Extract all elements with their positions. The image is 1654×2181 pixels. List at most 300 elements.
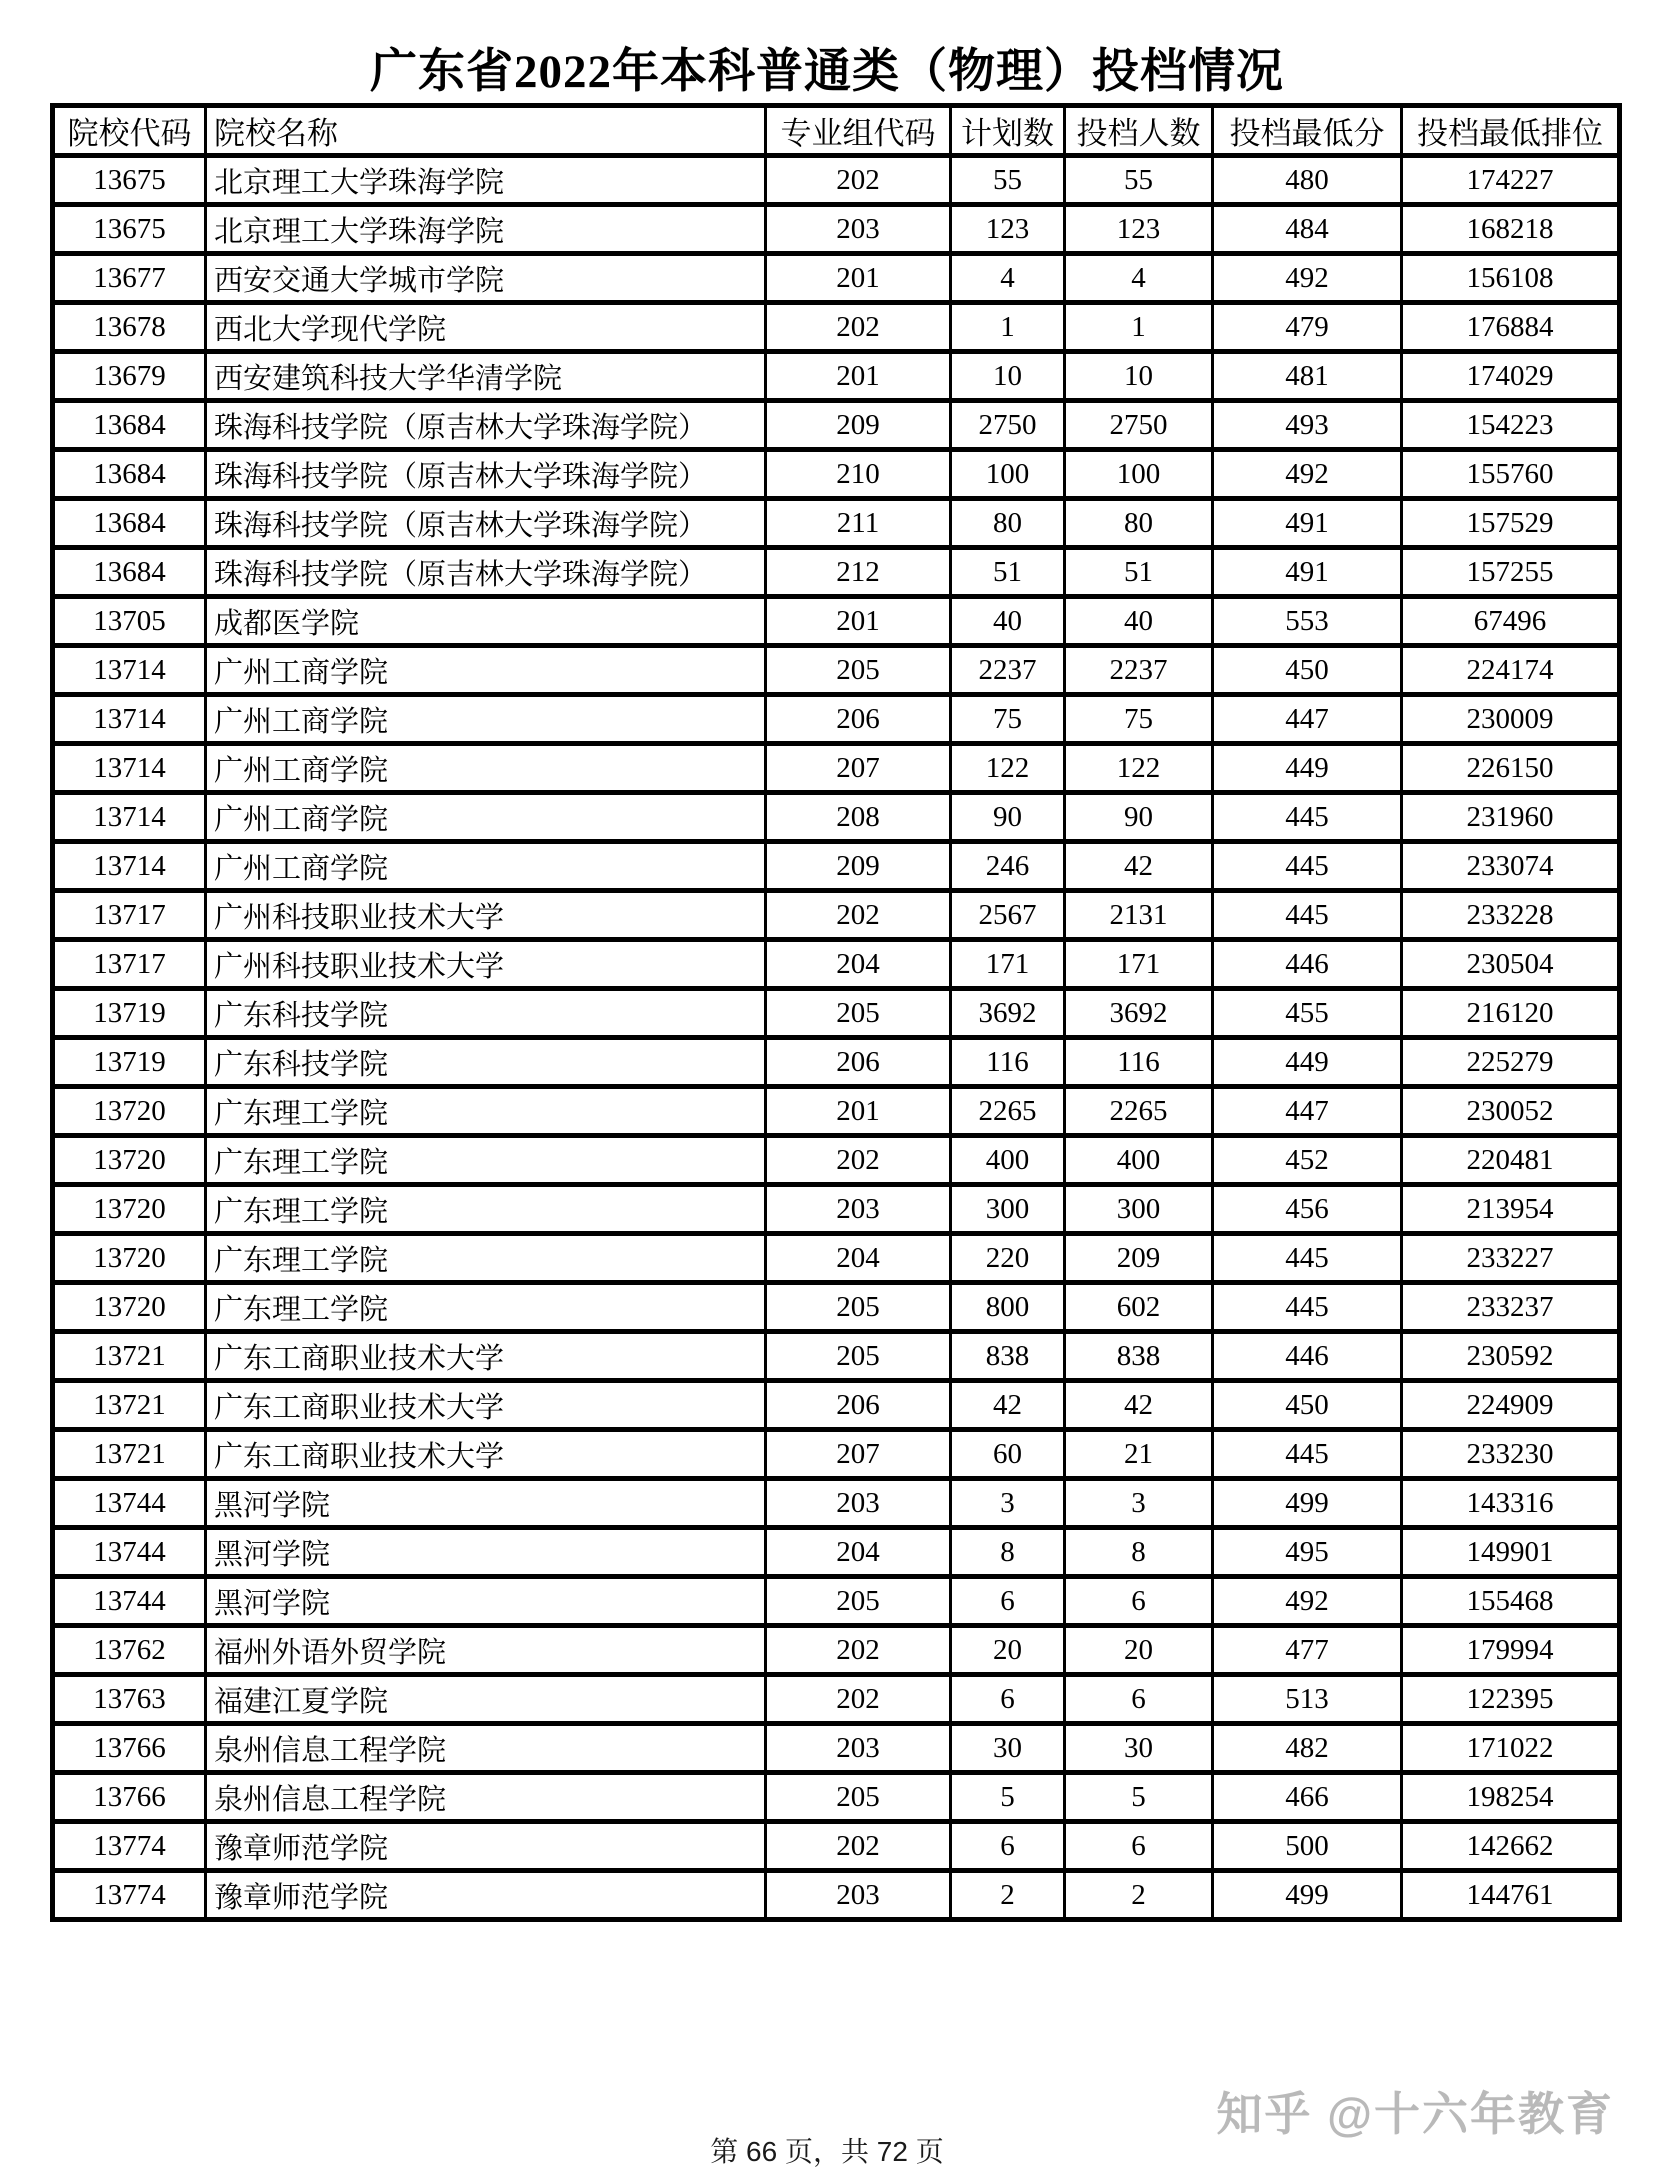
cell-major-group-code: 203 xyxy=(766,1479,951,1528)
cell-min-rank: 174227 xyxy=(1402,156,1620,205)
cell-major-group-code: 209 xyxy=(766,842,951,891)
cell-school-name: 广东工商职业技术大学 xyxy=(206,1332,766,1381)
cell-major-group-code: 203 xyxy=(766,1724,951,1773)
cell-min-score: 499 xyxy=(1213,1479,1402,1528)
cell-school-name: 黑河学院 xyxy=(206,1479,766,1528)
cell-plan-count: 30 xyxy=(951,1724,1065,1773)
cell-plan-count: 80 xyxy=(951,499,1065,548)
table-row xyxy=(53,1773,1620,1822)
cell-min-rank: 168218 xyxy=(1402,205,1620,254)
cell-min-score: 447 xyxy=(1213,1087,1402,1136)
cell-school-code: 13766 xyxy=(53,1724,206,1773)
cell-plan-count: 4 xyxy=(951,254,1065,303)
cell-school-code: 13677 xyxy=(53,254,206,303)
cell-min-score: 513 xyxy=(1213,1675,1402,1724)
cell-major-group-code: 205 xyxy=(766,1332,951,1381)
cell-min-score: 477 xyxy=(1213,1626,1402,1675)
cell-school-name: 黑河学院 xyxy=(206,1577,766,1626)
cell-school-name: 泉州信息工程学院 xyxy=(206,1773,766,1822)
cell-min-score: 553 xyxy=(1213,597,1402,646)
cell-filed-count: 2131 xyxy=(1065,891,1213,940)
cell-major-group-code: 207 xyxy=(766,1430,951,1479)
cell-min-rank: 225279 xyxy=(1402,1038,1620,1087)
cell-filed-count: 40 xyxy=(1065,597,1213,646)
cell-plan-count: 300 xyxy=(951,1185,1065,1234)
cell-min-score: 481 xyxy=(1213,352,1402,401)
cell-school-code: 13744 xyxy=(53,1577,206,1626)
cell-filed-count: 6 xyxy=(1065,1675,1213,1724)
cell-school-name: 西安建筑科技大学华清学院 xyxy=(206,352,766,401)
cell-filed-count: 3 xyxy=(1065,1479,1213,1528)
cell-school-name: 珠海科技学院（原吉林大学珠海学院） xyxy=(206,450,766,499)
cell-min-rank: 224909 xyxy=(1402,1381,1620,1430)
cell-filed-count: 123 xyxy=(1065,205,1213,254)
cell-min-rank: 230052 xyxy=(1402,1087,1620,1136)
cell-min-rank: 216120 xyxy=(1402,989,1620,1038)
cell-plan-count: 800 xyxy=(951,1283,1065,1332)
cell-min-rank: 230504 xyxy=(1402,940,1620,989)
cell-min-score: 445 xyxy=(1213,891,1402,940)
cell-min-score: 479 xyxy=(1213,303,1402,352)
cell-min-rank: 233074 xyxy=(1402,842,1620,891)
cell-min-rank: 226150 xyxy=(1402,744,1620,793)
cell-school-name: 珠海科技学院（原吉林大学珠海学院） xyxy=(206,548,766,597)
table-row xyxy=(53,1577,1620,1626)
cell-filed-count: 8 xyxy=(1065,1528,1213,1577)
cell-school-code: 13762 xyxy=(53,1626,206,1675)
cell-major-group-code: 203 xyxy=(766,1871,951,1920)
cell-school-code: 13721 xyxy=(53,1381,206,1430)
cell-school-code: 13721 xyxy=(53,1430,206,1479)
table-row xyxy=(53,1871,1620,1920)
cell-min-rank: 233227 xyxy=(1402,1234,1620,1283)
cell-min-score: 500 xyxy=(1213,1822,1402,1871)
cell-filed-count: 90 xyxy=(1065,793,1213,842)
table-row xyxy=(53,401,1620,450)
cell-filed-count: 51 xyxy=(1065,548,1213,597)
column-header-min-score: 投档最低分 xyxy=(1213,106,1402,156)
table-header-row xyxy=(53,106,1620,156)
cell-min-score: 482 xyxy=(1213,1724,1402,1773)
cell-min-rank: 233230 xyxy=(1402,1430,1620,1479)
cell-school-name: 广东工商职业技术大学 xyxy=(206,1381,766,1430)
cell-school-code: 13744 xyxy=(53,1479,206,1528)
cell-plan-count: 246 xyxy=(951,842,1065,891)
page-title: 广东省2022年本科普通类（物理）投档情况 xyxy=(370,46,1284,98)
table-row xyxy=(53,254,1620,303)
cell-major-group-code: 201 xyxy=(766,254,951,303)
cell-school-name: 豫章师范学院 xyxy=(206,1822,766,1871)
cell-filed-count: 42 xyxy=(1065,1381,1213,1430)
cell-min-score: 450 xyxy=(1213,646,1402,695)
cell-min-score: 449 xyxy=(1213,1038,1402,1087)
cell-school-code: 13717 xyxy=(53,891,206,940)
cell-plan-count: 122 xyxy=(951,744,1065,793)
table-row xyxy=(53,1038,1620,1087)
cell-school-code: 13684 xyxy=(53,499,206,548)
cell-min-rank: 224174 xyxy=(1402,646,1620,695)
cell-filed-count: 42 xyxy=(1065,842,1213,891)
table-row xyxy=(53,989,1620,1038)
table-row xyxy=(53,793,1620,842)
cell-min-rank: 174029 xyxy=(1402,352,1620,401)
cell-min-score: 480 xyxy=(1213,156,1402,205)
cell-school-code: 13721 xyxy=(53,1332,206,1381)
cell-school-name: 广州工商学院 xyxy=(206,646,766,695)
cell-plan-count: 116 xyxy=(951,1038,1065,1087)
cell-major-group-code: 201 xyxy=(766,1087,951,1136)
cell-major-group-code: 210 xyxy=(766,450,951,499)
cell-major-group-code: 202 xyxy=(766,891,951,940)
cell-major-group-code: 201 xyxy=(766,597,951,646)
cell-filed-count: 6 xyxy=(1065,1822,1213,1871)
cell-school-name: 广东工商职业技术大学 xyxy=(206,1430,766,1479)
admission-table xyxy=(50,103,1622,1922)
cell-school-code: 13719 xyxy=(53,989,206,1038)
cell-plan-count: 100 xyxy=(951,450,1065,499)
cell-min-rank: 122395 xyxy=(1402,1675,1620,1724)
cell-plan-count: 90 xyxy=(951,793,1065,842)
cell-major-group-code: 205 xyxy=(766,646,951,695)
table-row xyxy=(53,1822,1620,1871)
cell-school-code: 13714 xyxy=(53,695,206,744)
table-row xyxy=(53,352,1620,401)
cell-min-rank: 156108 xyxy=(1402,254,1620,303)
cell-school-code: 13675 xyxy=(53,205,206,254)
cell-school-name: 泉州信息工程学院 xyxy=(206,1724,766,1773)
table-row xyxy=(53,1136,1620,1185)
cell-plan-count: 2237 xyxy=(951,646,1065,695)
cell-school-name: 豫章师范学院 xyxy=(206,1871,766,1920)
cell-min-score: 445 xyxy=(1213,793,1402,842)
cell-filed-count: 10 xyxy=(1065,352,1213,401)
cell-filed-count: 1 xyxy=(1065,303,1213,352)
cell-school-name: 广东科技学院 xyxy=(206,989,766,1038)
cell-plan-count: 6 xyxy=(951,1577,1065,1626)
cell-plan-count: 6 xyxy=(951,1822,1065,1871)
cell-major-group-code: 205 xyxy=(766,1773,951,1822)
table-row xyxy=(53,156,1620,205)
cell-school-code: 13763 xyxy=(53,1675,206,1724)
cell-filed-count: 21 xyxy=(1065,1430,1213,1479)
cell-min-rank: 179994 xyxy=(1402,1626,1620,1675)
cell-major-group-code: 202 xyxy=(766,1626,951,1675)
table-row xyxy=(53,499,1620,548)
column-header-school-code: 院校代码 xyxy=(53,106,206,156)
cell-plan-count: 20 xyxy=(951,1626,1065,1675)
cell-school-code: 13714 xyxy=(53,793,206,842)
cell-min-score: 446 xyxy=(1213,1332,1402,1381)
cell-plan-count: 8 xyxy=(951,1528,1065,1577)
cell-major-group-code: 201 xyxy=(766,352,951,401)
cell-major-group-code: 203 xyxy=(766,1185,951,1234)
cell-min-score: 491 xyxy=(1213,548,1402,597)
cell-school-code: 13679 xyxy=(53,352,206,401)
column-header-filed-count: 投档人数 xyxy=(1065,106,1213,156)
cell-school-code: 13714 xyxy=(53,646,206,695)
cell-filed-count: 116 xyxy=(1065,1038,1213,1087)
cell-major-group-code: 211 xyxy=(766,499,951,548)
table-row xyxy=(53,695,1620,744)
cell-plan-count: 6 xyxy=(951,1675,1065,1724)
cell-school-code: 13684 xyxy=(53,401,206,450)
cell-school-code: 13766 xyxy=(53,1773,206,1822)
cell-min-rank: 142662 xyxy=(1402,1822,1620,1871)
cell-filed-count: 602 xyxy=(1065,1283,1213,1332)
cell-min-rank: 157529 xyxy=(1402,499,1620,548)
cell-filed-count: 209 xyxy=(1065,1234,1213,1283)
cell-major-group-code: 208 xyxy=(766,793,951,842)
cell-min-rank: 176884 xyxy=(1402,303,1620,352)
table-row xyxy=(53,303,1620,352)
page-footer: 第 66 页，共 72 页 xyxy=(710,2136,944,2167)
table-row xyxy=(53,744,1620,793)
cell-major-group-code: 202 xyxy=(766,1675,951,1724)
cell-min-rank: 230009 xyxy=(1402,695,1620,744)
table-row xyxy=(53,1430,1620,1479)
cell-major-group-code: 206 xyxy=(766,695,951,744)
cell-school-code: 13684 xyxy=(53,548,206,597)
cell-filed-count: 171 xyxy=(1065,940,1213,989)
cell-min-score: 445 xyxy=(1213,1283,1402,1332)
table-row xyxy=(53,1724,1620,1773)
cell-major-group-code: 207 xyxy=(766,744,951,793)
cell-plan-count: 5 xyxy=(951,1773,1065,1822)
column-header-major-group-code: 专业组代码 xyxy=(766,106,951,156)
cell-min-score: 452 xyxy=(1213,1136,1402,1185)
cell-min-score: 456 xyxy=(1213,1185,1402,1234)
column-header-plan-count: 计划数 xyxy=(951,106,1065,156)
cell-school-code: 13720 xyxy=(53,1087,206,1136)
table-row xyxy=(53,1479,1620,1528)
table-row xyxy=(53,1626,1620,1675)
cell-plan-count: 51 xyxy=(951,548,1065,597)
table-row xyxy=(53,646,1620,695)
table-row xyxy=(53,1087,1620,1136)
cell-min-score: 492 xyxy=(1213,450,1402,499)
cell-min-rank: 155760 xyxy=(1402,450,1620,499)
cell-plan-count: 171 xyxy=(951,940,1065,989)
cell-filed-count: 2750 xyxy=(1065,401,1213,450)
cell-school-code: 13744 xyxy=(53,1528,206,1577)
cell-school-name: 北京理工大学珠海学院 xyxy=(206,156,766,205)
cell-min-rank: 213954 xyxy=(1402,1185,1620,1234)
cell-filed-count: 75 xyxy=(1065,695,1213,744)
cell-school-name: 广州科技职业技术大学 xyxy=(206,891,766,940)
cell-filed-count: 20 xyxy=(1065,1626,1213,1675)
cell-min-score: 445 xyxy=(1213,1234,1402,1283)
cell-filed-count: 2 xyxy=(1065,1871,1213,1920)
cell-major-group-code: 205 xyxy=(766,989,951,1038)
cell-major-group-code: 206 xyxy=(766,1381,951,1430)
cell-school-code: 13720 xyxy=(53,1136,206,1185)
cell-school-name: 福建江夏学院 xyxy=(206,1675,766,1724)
table-row xyxy=(53,1528,1620,1577)
cell-filed-count: 300 xyxy=(1065,1185,1213,1234)
cell-filed-count: 5 xyxy=(1065,1773,1213,1822)
cell-min-rank: 220481 xyxy=(1402,1136,1620,1185)
cell-filed-count: 3692 xyxy=(1065,989,1213,1038)
cell-min-rank: 231960 xyxy=(1402,793,1620,842)
cell-major-group-code: 209 xyxy=(766,401,951,450)
cell-filed-count: 100 xyxy=(1065,450,1213,499)
cell-filed-count: 122 xyxy=(1065,744,1213,793)
cell-school-name: 成都医学院 xyxy=(206,597,766,646)
cell-school-name: 广州工商学院 xyxy=(206,744,766,793)
cell-major-group-code: 202 xyxy=(766,1136,951,1185)
cell-min-score: 446 xyxy=(1213,940,1402,989)
cell-major-group-code: 212 xyxy=(766,548,951,597)
cell-plan-count: 838 xyxy=(951,1332,1065,1381)
cell-plan-count: 2265 xyxy=(951,1087,1065,1136)
cell-min-rank: 233237 xyxy=(1402,1283,1620,1332)
cell-min-rank: 154223 xyxy=(1402,401,1620,450)
cell-min-score: 499 xyxy=(1213,1871,1402,1920)
cell-school-name: 广州工商学院 xyxy=(206,695,766,744)
cell-school-name: 珠海科技学院（原吉林大学珠海学院） xyxy=(206,401,766,450)
cell-school-name: 广东理工学院 xyxy=(206,1185,766,1234)
cell-school-code: 13705 xyxy=(53,597,206,646)
cell-min-rank: 155468 xyxy=(1402,1577,1620,1626)
cell-school-name: 西安交通大学城市学院 xyxy=(206,254,766,303)
cell-plan-count: 2 xyxy=(951,1871,1065,1920)
cell-min-score: 445 xyxy=(1213,842,1402,891)
cell-major-group-code: 205 xyxy=(766,1283,951,1332)
cell-school-code: 13719 xyxy=(53,1038,206,1087)
cell-filed-count: 2237 xyxy=(1065,646,1213,695)
cell-min-score: 449 xyxy=(1213,744,1402,793)
column-header-school-name: 院校名称 xyxy=(206,106,766,156)
cell-min-score: 445 xyxy=(1213,1430,1402,1479)
cell-plan-count: 40 xyxy=(951,597,1065,646)
cell-school-code: 13714 xyxy=(53,744,206,793)
cell-plan-count: 3692 xyxy=(951,989,1065,1038)
table-row xyxy=(53,1234,1620,1283)
cell-school-name: 北京理工大学珠海学院 xyxy=(206,205,766,254)
cell-min-score: 484 xyxy=(1213,205,1402,254)
cell-school-name: 黑河学院 xyxy=(206,1528,766,1577)
cell-min-score: 455 xyxy=(1213,989,1402,1038)
cell-plan-count: 2750 xyxy=(951,401,1065,450)
cell-min-score: 450 xyxy=(1213,1381,1402,1430)
cell-filed-count: 4 xyxy=(1065,254,1213,303)
table-row xyxy=(53,1283,1620,1332)
cell-min-score: 495 xyxy=(1213,1528,1402,1577)
cell-min-score: 492 xyxy=(1213,254,1402,303)
cell-school-code: 13774 xyxy=(53,1822,206,1871)
cell-min-rank: 143316 xyxy=(1402,1479,1620,1528)
cell-min-score: 447 xyxy=(1213,695,1402,744)
cell-min-rank: 144761 xyxy=(1402,1871,1620,1920)
table-row xyxy=(53,205,1620,254)
cell-school-name: 广东理工学院 xyxy=(206,1283,766,1332)
cell-school-name: 广东科技学院 xyxy=(206,1038,766,1087)
cell-min-rank: 171022 xyxy=(1402,1724,1620,1773)
cell-school-code: 13774 xyxy=(53,1871,206,1920)
cell-school-name: 广东理工学院 xyxy=(206,1087,766,1136)
cell-plan-count: 400 xyxy=(951,1136,1065,1185)
table-row xyxy=(53,1381,1620,1430)
table-row xyxy=(53,940,1620,989)
cell-plan-count: 123 xyxy=(951,205,1065,254)
table-row xyxy=(53,891,1620,940)
cell-filed-count: 2265 xyxy=(1065,1087,1213,1136)
cell-school-code: 13720 xyxy=(53,1234,206,1283)
cell-min-score: 493 xyxy=(1213,401,1402,450)
cell-min-rank: 149901 xyxy=(1402,1528,1620,1577)
cell-school-name: 广东理工学院 xyxy=(206,1136,766,1185)
cell-min-score: 492 xyxy=(1213,1577,1402,1626)
cell-min-rank: 67496 xyxy=(1402,597,1620,646)
table-row xyxy=(53,1332,1620,1381)
table-row xyxy=(53,548,1620,597)
cell-filed-count: 80 xyxy=(1065,499,1213,548)
cell-major-group-code: 203 xyxy=(766,205,951,254)
cell-school-name: 福州外语外贸学院 xyxy=(206,1626,766,1675)
cell-school-code: 13717 xyxy=(53,940,206,989)
watermark: 知乎 @十六年教育 xyxy=(1216,2088,1614,2140)
cell-school-name: 广州工商学院 xyxy=(206,842,766,891)
cell-school-code: 13720 xyxy=(53,1283,206,1332)
cell-major-group-code: 202 xyxy=(766,156,951,205)
table-row xyxy=(53,450,1620,499)
column-header-min-rank: 投档最低排位 xyxy=(1402,106,1620,156)
cell-filed-count: 55 xyxy=(1065,156,1213,205)
cell-major-group-code: 206 xyxy=(766,1038,951,1087)
cell-min-rank: 230592 xyxy=(1402,1332,1620,1381)
cell-school-code: 13678 xyxy=(53,303,206,352)
cell-plan-count: 10 xyxy=(951,352,1065,401)
cell-school-code: 13714 xyxy=(53,842,206,891)
cell-school-code: 13720 xyxy=(53,1185,206,1234)
cell-school-name: 西北大学现代学院 xyxy=(206,303,766,352)
cell-school-code: 13684 xyxy=(53,450,206,499)
cell-plan-count: 1 xyxy=(951,303,1065,352)
cell-major-group-code: 204 xyxy=(766,1528,951,1577)
cell-major-group-code: 204 xyxy=(766,1234,951,1283)
cell-major-group-code: 202 xyxy=(766,1822,951,1871)
cell-school-name: 广东理工学院 xyxy=(206,1234,766,1283)
cell-major-group-code: 205 xyxy=(766,1577,951,1626)
cell-min-rank: 157255 xyxy=(1402,548,1620,597)
cell-min-score: 491 xyxy=(1213,499,1402,548)
table-row xyxy=(53,1675,1620,1724)
cell-plan-count: 60 xyxy=(951,1430,1065,1479)
cell-min-rank: 198254 xyxy=(1402,1773,1620,1822)
cell-plan-count: 2567 xyxy=(951,891,1065,940)
table-row xyxy=(53,597,1620,646)
cell-school-code: 13675 xyxy=(53,156,206,205)
cell-plan-count: 3 xyxy=(951,1479,1065,1528)
cell-filed-count: 6 xyxy=(1065,1577,1213,1626)
cell-filed-count: 400 xyxy=(1065,1136,1213,1185)
cell-major-group-code: 204 xyxy=(766,940,951,989)
cell-filed-count: 30 xyxy=(1065,1724,1213,1773)
cell-plan-count: 75 xyxy=(951,695,1065,744)
cell-major-group-code: 202 xyxy=(766,303,951,352)
cell-school-name: 广州工商学院 xyxy=(206,793,766,842)
cell-plan-count: 55 xyxy=(951,156,1065,205)
cell-min-score: 466 xyxy=(1213,1773,1402,1822)
cell-school-name: 广州科技职业技术大学 xyxy=(206,940,766,989)
cell-filed-count: 838 xyxy=(1065,1332,1213,1381)
cell-plan-count: 42 xyxy=(951,1381,1065,1430)
cell-plan-count: 220 xyxy=(951,1234,1065,1283)
cell-min-rank: 233228 xyxy=(1402,891,1620,940)
table-row xyxy=(53,842,1620,891)
cell-school-name: 珠海科技学院（原吉林大学珠海学院） xyxy=(206,499,766,548)
table-row xyxy=(53,1185,1620,1234)
